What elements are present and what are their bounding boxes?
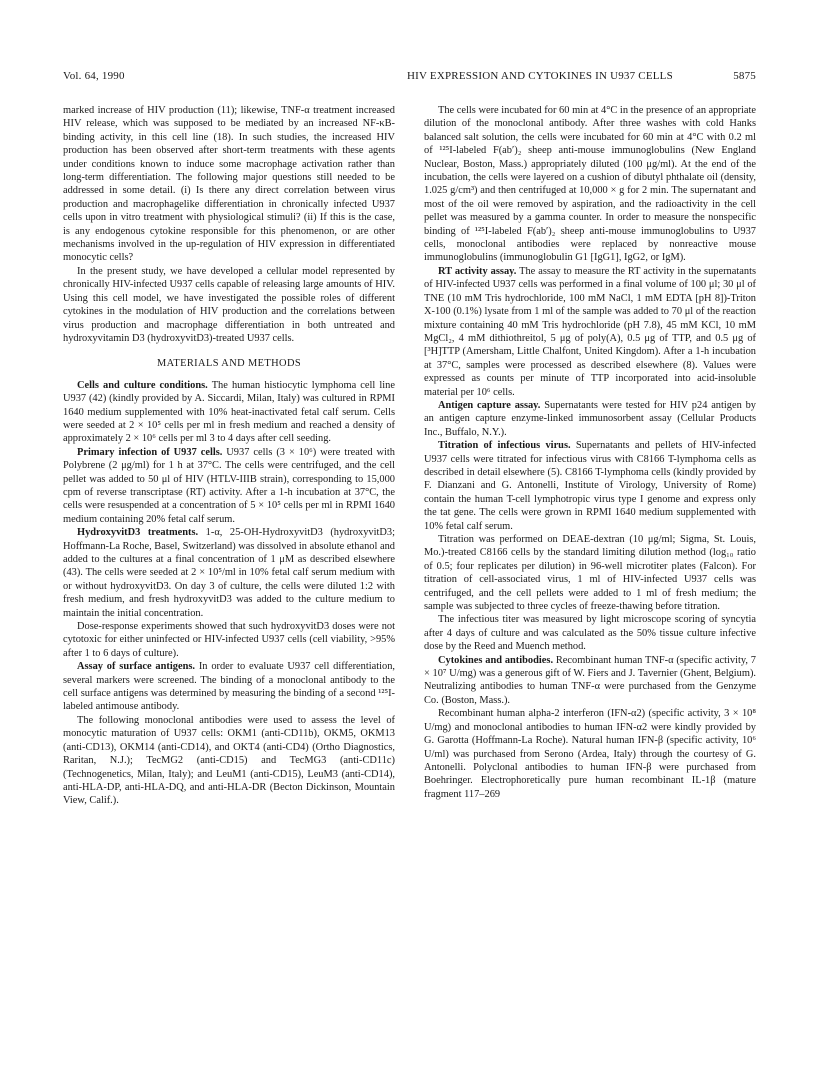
left-column bbox=[63, 104, 395, 1054]
infectious-titer-paragraph: The infectious titer was measured by light microscope scoring of syncytia after 4 days of culture and was calculated as the 50% tissue culture infective dose by the Reed and Muench method. bbox=[424, 614, 756, 653]
cytokines-heading: Cytokines and antibodies. bbox=[438, 654, 554, 666]
titration-text: Supernatants and pellets of HIV-infected U937 cells were titrated for infectious virus with C8166 T-lymphoma cells as described in detail elsewhere (5). C8166 T-lymphoma cells (kindly provided by F. Dianzani and G. Antonelli, Institute of Virology, University of Rome) contain the human T-cell lymphotropic virus type I genome and express only the tat gene. The cells were grown in RPMI 1640 medium supplemented with 10% fetal calf serum. bbox=[424, 440, 756, 532]
rt-assay-paragraph bbox=[424, 265, 756, 399]
antigen-capture-heading: Antigen capture assay. bbox=[438, 399, 541, 411]
section-heading: MATERIALS AND METHODS bbox=[156, 358, 302, 370]
cells-culture-paragraph bbox=[63, 379, 395, 446]
journal-volume: Vol. 64, 1990 bbox=[63, 70, 125, 82]
right-column bbox=[424, 104, 756, 1054]
running-header bbox=[63, 70, 756, 86]
cells-culture-text: The human histiocytic lymphoma cell line U937 (42) (kindly provided by A. Siccardi, Milan, Italy) was cultured in RPMI 1640 medium supplemented with 10% heat-inactivated fetal calf serum. Cells were seeded at 2 × 10⁵ cells per ml in fresh medium and reached a density of approximately 2 × 10⁶ cells per ml 3 to 4 days after cell seeding. bbox=[63, 379, 395, 445]
cytokines-text: Recombinant human TNF-α (specific activity, 7 × 10⁷ U/mg) was a generous gift of W. Fiers and J. Tavernier (Ghent, Belgium). Neutralizing antibodies to human TNF-α were purchased from the Genzyme Co. (Boston, Mass.). bbox=[424, 654, 756, 706]
hydroxyvitd3-text: 1-α, 25-OH-HydroxyvitD3 (hydroxyvitD3; Hoffmann-La Roche, Basel, Switzerland) was dissolved in absolute ethanol and added to the cultures at a final concentration of 1 μM as described elsewhere (43). The cells were seeded at 2 × 10⁵/ml in 10% fetal calf serum medium with or without hydroxyvitD3. On day 3 of culture, the cells were diluted 1:2 with fresh medium, and fresh hydroxyvitD3 was added to the culture medium to maintain the initial concentration. bbox=[63, 527, 395, 619]
titration-method-paragraph: Titration was performed on DEAE-dextran (10 μg/ml; Sigma, St. Louis, Mo.)-treated C8166 cells by the standard limiting dilution method (log₁₀ ratio of 0.5; four replicates per dilution) in 96-well microtiter plates (Falcon). For titration of cell-associated virus, 1 ml of HIV-infected U937 cells was centrifuged, and the cell pellets were added to 1 ml of fresh medium; the sample was subjected to three cycles of freeze-thawing before titration. bbox=[424, 534, 756, 613]
antigen-capture-paragraph bbox=[424, 399, 756, 439]
primary-infection-text: U937 cells (3 × 10⁶) were treated with Polybrene (2 μg/ml) for 1 h at 37°C. The cells were centrifuged, and the cell pellet was added to 50 μl of HIV (HTLV-IIIB strain), corresponding to 15,000 cpm of reverse transcriptase (RT) activity. After a 1-h incubation at 37°C, the cells were resuspended at a concentration of 5 × 10⁵ cells per ml in RPMI 1640 medium containing 20% fetal calf serum. bbox=[63, 446, 395, 525]
intro-paragraph-present-study: In the present study, we have developed a cellular model represented by chronically HIV-infected U937 cells capable of releasing large amounts of HIV. Using this cell model, we have investigated the possible roles of different cytokines in the modulation of HIV production and the correlations between virus production and macrophage differentiation in both untreated and hydroxyvitamin D3 (hydroxyvitD3)-treated U937 cells. bbox=[63, 265, 395, 344]
rt-assay-heading: RT activity assay. bbox=[438, 265, 517, 277]
surface-antigens-heading: Assay of surface antigens. bbox=[77, 661, 195, 673]
interferon-paragraph: Recombinant human alpha-2 interferon (IFN-α2) (specific activity, 3 × 10⁸ U/mg) and monoclonal antibodies to human IFN-α2 were kindly provided by G. Garotta (Hoffmann-La Roche). Natural human IFN-β (specific activity, 10⁶ U/ml) was purchased from Serono (Ardea, Italy) through the courtesy of G. Antonelli. Polyclonal antibodies to human IFN-β were purchased from Boehringer. Electrophoretically pure human recombinant IL-1β (mature fragment 117–269 bbox=[424, 708, 756, 800]
primary-infection-heading: Primary infection of U937 cells. bbox=[77, 446, 223, 458]
hydroxyvitd3-heading: HydroxyvitD3 treatments. bbox=[77, 527, 199, 539]
antigen-capture-text: Supernatants were tested for HIV p24 antigen by an antigen capture enzyme-linked immunosorbent assay (Cellular Products Inc., Buffalo, N.Y.). bbox=[424, 399, 756, 438]
monoclonal-antibodies-paragraph: The following monoclonal antibodies were used to assess the level of monocytic maturation of U937 cells: OKM1 (anti-CD11b), OKM5, OKM13 (anti-CD13), OKM14 (anti-CD14), and OKT4 (anti-CD4) (Ortho Diagnostics, Raritan, N.J.); TecMG2 (anti-CD15) and TecMG3 (anti-CD11c) (Technogenetics, Milan, Italy); and LeuM1 (anti-CD15), LeuM3 (anti-CD14), anti-HLA-DP, anti-HLA-DQ, and anti-HLA-DR (Becton Dickinson, Mountain View, Calif.). bbox=[63, 714, 395, 807]
titration-paragraph bbox=[424, 439, 756, 533]
cells-culture-heading: Cells and culture conditions. bbox=[77, 379, 208, 391]
primary-infection-paragraph bbox=[63, 446, 395, 526]
page-number: 5875 bbox=[733, 70, 756, 82]
rt-assay-text: The assay to measure the RT activity in the supernatants of HIV-infected U937 cells was performed in a final volume of 100 μl; 30 μl of TNE (10 mM Tris hydrochloride, 100 mM NaCl, 1 mM EDTA [pH 8])-Triton X-100 (0.1%) lysate from 1 ml of the sample was added to 70 μl of the reaction mixture containing 40 mM Tris hydrochloride (pH 7.8), 45 mM KCl, 10 mM MgCl₂, 4 mM dithiothreitol, 5 μg of poly(A), 0.5 μg of TTP, and 0.5 μg of [³H]TTP (Amersham, Little Chalfont, United Kingdom). After a 1-h incubation at 37°C, samples were processed as described elsewhere (8). Values were expressed as counts per minute of TTP incorporated into acid-insoluble material per 10⁶ cells. bbox=[424, 265, 756, 398]
titration-heading: Titration of infectious virus. bbox=[438, 440, 571, 452]
incubation-paragraph: The cells were incubated for 60 min at 4°C in the presence of an appropriate dilution of the monoclonal antibody. After three washes with cold Hanks balanced salt solution, the cells were incubated for 60 min at 4°C with 0.2 ml of ¹²⁵I-labeled F(ab′)₂ sheep anti-mouse immunoglobulins (New England Nuclear, Boston, Mass.) appropriately diluted (100 μg/ml). At the end of the incubation, the cells were layered on a cushion of dibutyl phthalate oil (density, 1.025 g/cm³) and then centrifuged at 10,000 × g for 2 min. The supernatant and most of the oil were removed by aspiration, and the radioactivity in the cell pellet was measured by a gamma counter. In order to measure the nonspecific binding of ¹²⁵I-labeled F(ab′)₂ sheep anti-mouse immunoglobulins to U937 cells, monoclonal antibodies were replaced by nonreactive mouse immunoglobulins (immunoglobulin G1 [IgG1], IgG2, or IgM). bbox=[424, 105, 756, 264]
intro-paragraph-continued: marked increase of HIV production (11); likewise, TNF-α treatment increased HIV release, which was supposed to be mediated by an increased NF-κB-binding activity, in this cell line (18). In such studies, the increased HIV production has been observed after short-term treatments with these agents under conditions known to induce some macrophage activation rather than long-term differentiation. The following major questions still needed to be addressed in some detail. (i) Is there any direct correlation between virus production and macrophagelike differentiation in chronically infected U937 cells upon in vitro treatment with physiological stimuli? (ii) If this is the case, is any endogenous cytokine responsible for this phenomenon, or are other mechanisms involved in the up-regulation of HIV expression in differentiated monocytic cells? bbox=[63, 105, 395, 264]
surface-antigens-text: In order to evaluate U937 cell differentiation, several markers were screened. The binding of a monoclonal antibody to the cell surface antigens was determined by measuring the binding of a second ¹²⁵I-labeled antimouse antibody. bbox=[63, 661, 395, 713]
cytokines-paragraph bbox=[424, 654, 756, 708]
dose-response-paragraph: Dose-response experiments showed that such hydroxyvitD3 doses were not cytotoxic for either uninfected or HIV-infected U937 cells (cell viability, >95% after 1 to 6 days of culture). bbox=[63, 621, 395, 659]
surface-antigens-paragraph bbox=[63, 660, 395, 714]
hydroxyvitd3-paragraph bbox=[63, 526, 395, 620]
running-title: HIV EXPRESSION AND CYTOKINES IN U937 CELLS bbox=[407, 70, 673, 82]
